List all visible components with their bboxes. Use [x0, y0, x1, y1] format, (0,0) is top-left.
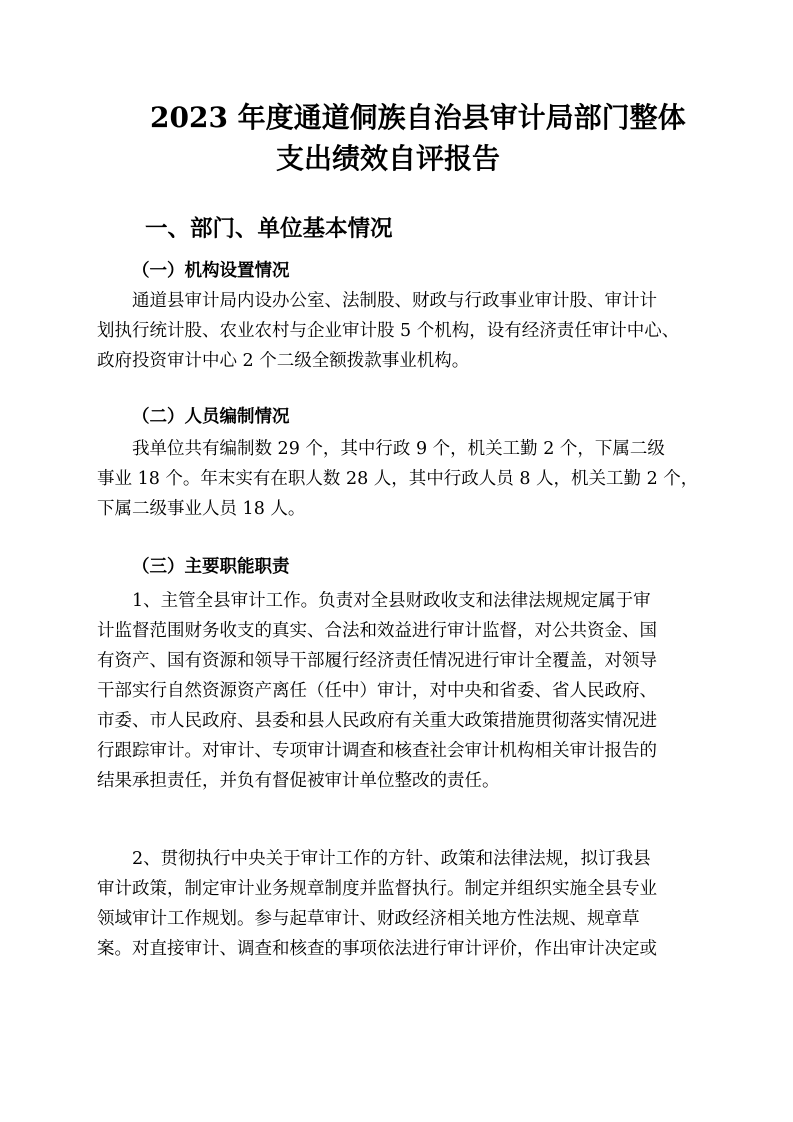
text-line: 2、贯彻执行中央关于审计工作的方针、政策和法律法规，拟订我县	[132, 849, 651, 869]
text-line: 事业 18 个。年末实有在职人数 28 人，其中行政人员 8 人，机关工勤 2 个，	[97, 469, 699, 489]
text-line: 审计政策，制定审计业务规章制度并监督执行。制定并组织实施全县专业	[97, 879, 657, 899]
text-line: 案。对直接审计、调查和核查的事项依法进行审计评价，作出审计决定或	[97, 939, 657, 959]
paragraph-organization	[97, 286, 717, 376]
text-line: 通道县审计局内设办公室、法制股、财政与行政事业审计股、审计计	[132, 291, 657, 311]
text-line: 市委、市人民政府、县委和县人民政府有关重大政策措施贯彻落实情况进	[97, 711, 657, 731]
text-line: 我单位共有编制数 29 个，其中行政 9 个，机关工勤 2 个，下属二级	[132, 439, 665, 459]
paragraph-duty-1	[97, 586, 717, 796]
section-heading-basic-info: 一、部门、单位基本情况	[145, 216, 393, 242]
subsection-heading-organization: （一）机构设置情况	[132, 261, 290, 281]
report-title-line-1: 2023 年度通道侗族自治县审计局部门整体	[150, 101, 686, 134]
text-line: 划执行统计股、农业农村与企业审计股 5 个机构，设有经济责任审计中心、	[97, 321, 680, 341]
text-line: 领域审计工作规划。参与起草审计、财政经济相关地方性法规、规章草	[97, 909, 640, 929]
text-line: 下属二级事业人员 18 人。	[97, 499, 306, 519]
text-line: 行跟踪审计。对审计、专项审计调查和核查社会审计机构相关审计报告的	[97, 741, 657, 761]
text-line: 1、主管全县审计工作。负责对全县财政收支和法律法规规定属于审	[132, 591, 651, 611]
text-line: 结果承担责任，并负有督促被审计单位整改的责任。	[97, 771, 500, 791]
subsection-heading-staffing: （二）人员编制情况	[132, 407, 290, 427]
paragraph-staffing	[97, 434, 717, 524]
report-title-line-2: 支出绩效自评报告	[276, 142, 501, 175]
text-line: 干部实行自然资源资产离任（任中）审计，对中央和省委、省人民政府、	[97, 681, 657, 701]
text-line: 计监督范围财务收支的真实、合法和效益进行审计监督，对公共资金、国	[97, 621, 657, 641]
text-line: 有资产、国有资源和领导干部履行经济责任情况进行审计全覆盖，对领导	[97, 651, 657, 671]
text-line: 政府投资审计中心 2 个二级全额拨款事业机构。	[97, 351, 470, 371]
paragraph-duty-2	[97, 844, 717, 964]
subsection-heading-duties: （三）主要职能职责	[132, 557, 290, 577]
